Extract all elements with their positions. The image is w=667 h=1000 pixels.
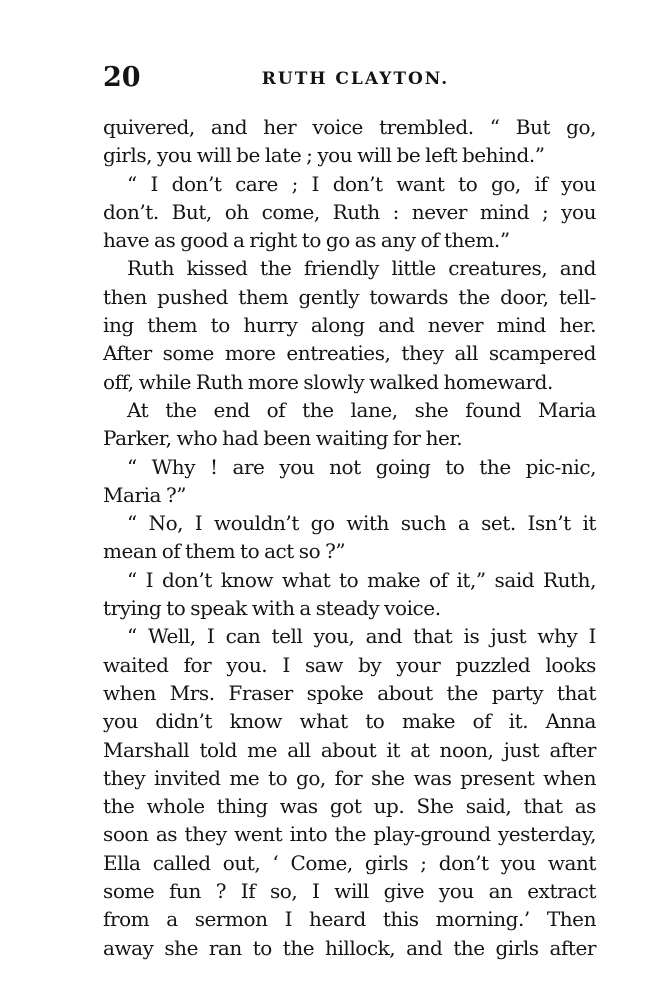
text-line: the whole thing was got up. She said, that as [103, 794, 596, 819]
text-line: quivered, and her voice trembled. “ But go, [103, 115, 596, 139]
text-line: don’t. But, oh come, Ruth : never mind ; you [103, 199, 596, 224]
page-number: 20 [103, 62, 141, 93]
running-title: RUTH CLAYTON. [261, 69, 450, 89]
text-line: off, while Ruth more slowly walked homeward. [103, 369, 553, 394]
text-line: After some more entreaties, they all scampered [103, 341, 596, 366]
text-line: “ Why ! are you not going to the pic-nic, [127, 454, 596, 479]
page-header [103, 62, 596, 98]
text-line: some fun ? If so, I will give you an extract [103, 879, 596, 904]
text-line: “ I don’t know what to make of it,” said Ruth, [127, 567, 596, 592]
text-line: soon as they went into the play-ground yesterday, [103, 822, 596, 847]
text-line: away she ran to the hillock, and the girls after [103, 935, 596, 960]
text-line: At the end of the lane, she found Maria [127, 397, 596, 422]
text-line: when Mrs. Fraser spoke about the party that [103, 680, 596, 705]
body-text [103, 113, 596, 962]
text-line: Ella called out, ‘ Come, girls ; don’t you want [103, 850, 596, 875]
text-line: waited for you. I saw by your puzzled looks [103, 652, 596, 677]
text-line: Parker, who had been waiting for her. [103, 426, 463, 451]
text-line: “ Well, I can tell you, and that is just why I [127, 624, 596, 649]
text-line: Ruth kissed the friendly little creatures, and [127, 256, 596, 281]
text-line: trying to speak with a steady voice. [103, 596, 441, 621]
text-line: ing them to hurry along and never mind her. [103, 313, 596, 338]
text-line: have as good a right to go as any of them.” [103, 228, 510, 253]
text-line: Marshall told me all about it at noon, just after [103, 737, 596, 762]
text-line: they invited me to go, for she was present when [103, 765, 596, 790]
text-line: girls, you will be late ; you will be left behind.” [103, 143, 545, 168]
text-line: you didn’t know what to make of it. Anna [103, 709, 596, 734]
text-line: mean of them to act so ?” [103, 539, 346, 564]
text-line: “ No, I wouldn’t go with such a set. Isn’t it [127, 511, 596, 536]
text-line: “ I don’t care ; I don’t want to go, if you [127, 171, 596, 196]
text-line: then pushed them gently towards the door, tell- [103, 284, 596, 309]
text-line: Maria ?” [103, 482, 186, 507]
text-line: from a sermon I heard this morning.’ Then [103, 907, 596, 932]
